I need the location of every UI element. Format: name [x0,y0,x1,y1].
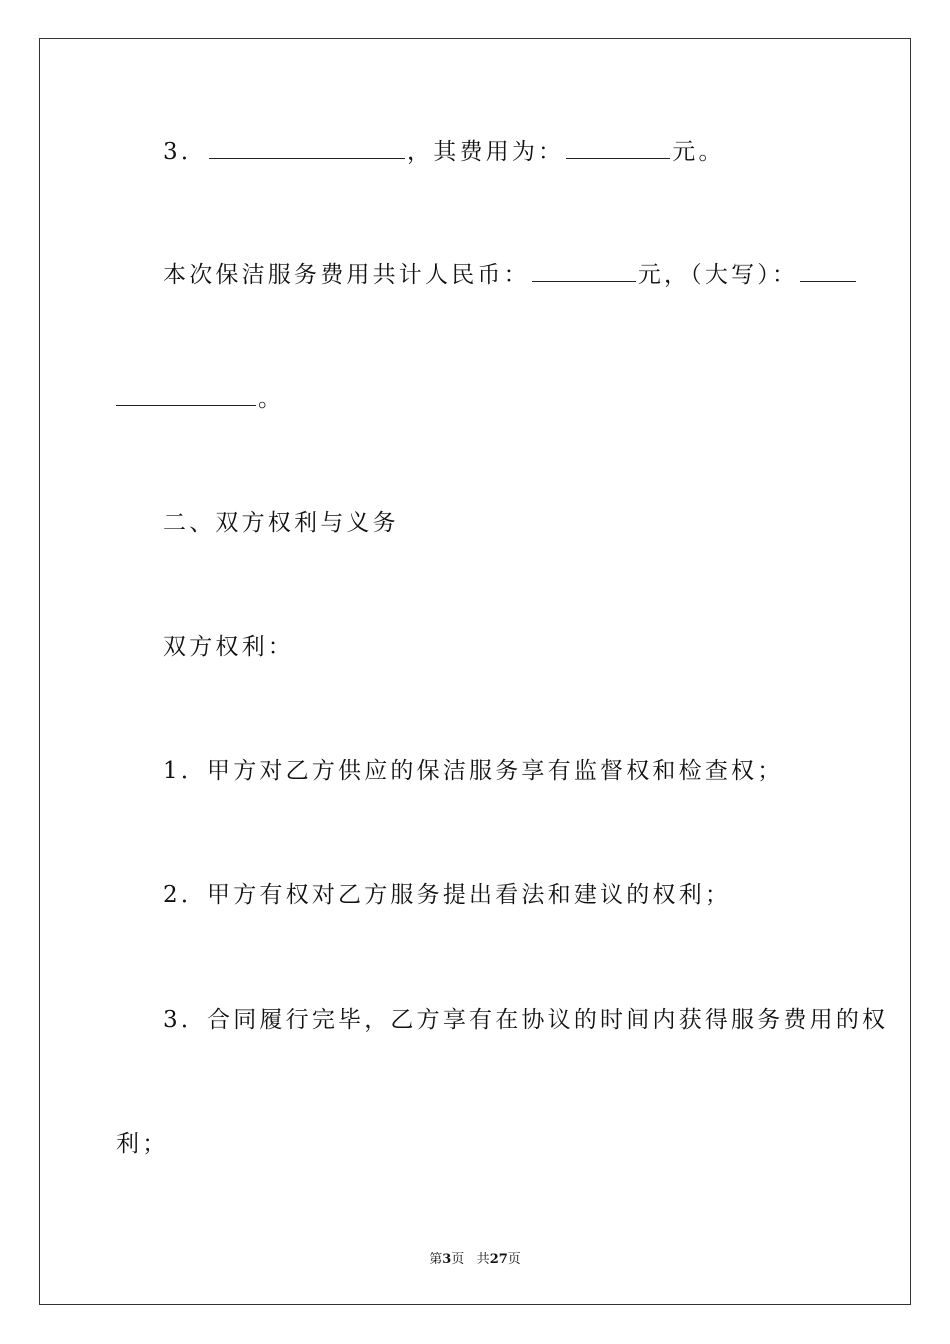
fee-label: ，其费用为： [407,139,565,165]
page-footer: 第3页 共27页 [429,1252,521,1267]
blank-fee-field[interactable] [566,138,670,159]
page-number: 3 [442,1252,452,1267]
currency-unit: 元。 [672,139,725,165]
total-fee-line [163,260,858,290]
period: 。 [258,386,285,412]
total-pages: 27 [489,1252,508,1267]
total-fee-line-cont [116,384,284,414]
right-item-3: 3．合同履行完毕，乙方享有在协议的时间内获得服务费用的权 [163,1007,889,1033]
blank-uppercase-amount-part2[interactable] [116,385,256,406]
right-item-3-cont: 利； [116,1131,169,1157]
fee-item-3 [163,137,725,167]
section-title: 二、双方权利与义务 [163,510,399,536]
right-item-2: 2．甲方有权对乙方服务提出看法和建议的权利； [163,882,732,908]
right-item-1: 1．甲方对乙方供应的保洁服务享有监督权和检查权； [163,758,784,784]
blank-service-field[interactable] [209,138,405,159]
blank-uppercase-amount-part1[interactable] [800,261,856,282]
total-fee-label: 本次保洁服务费用共计人民币： [163,262,530,288]
blank-total-amount[interactable] [532,261,636,282]
page-frame [39,38,911,1305]
rights-heading: 双方权利： [163,634,294,660]
item-number: 3． [163,139,208,165]
uppercase-label: 元，（大写）： [637,262,799,288]
